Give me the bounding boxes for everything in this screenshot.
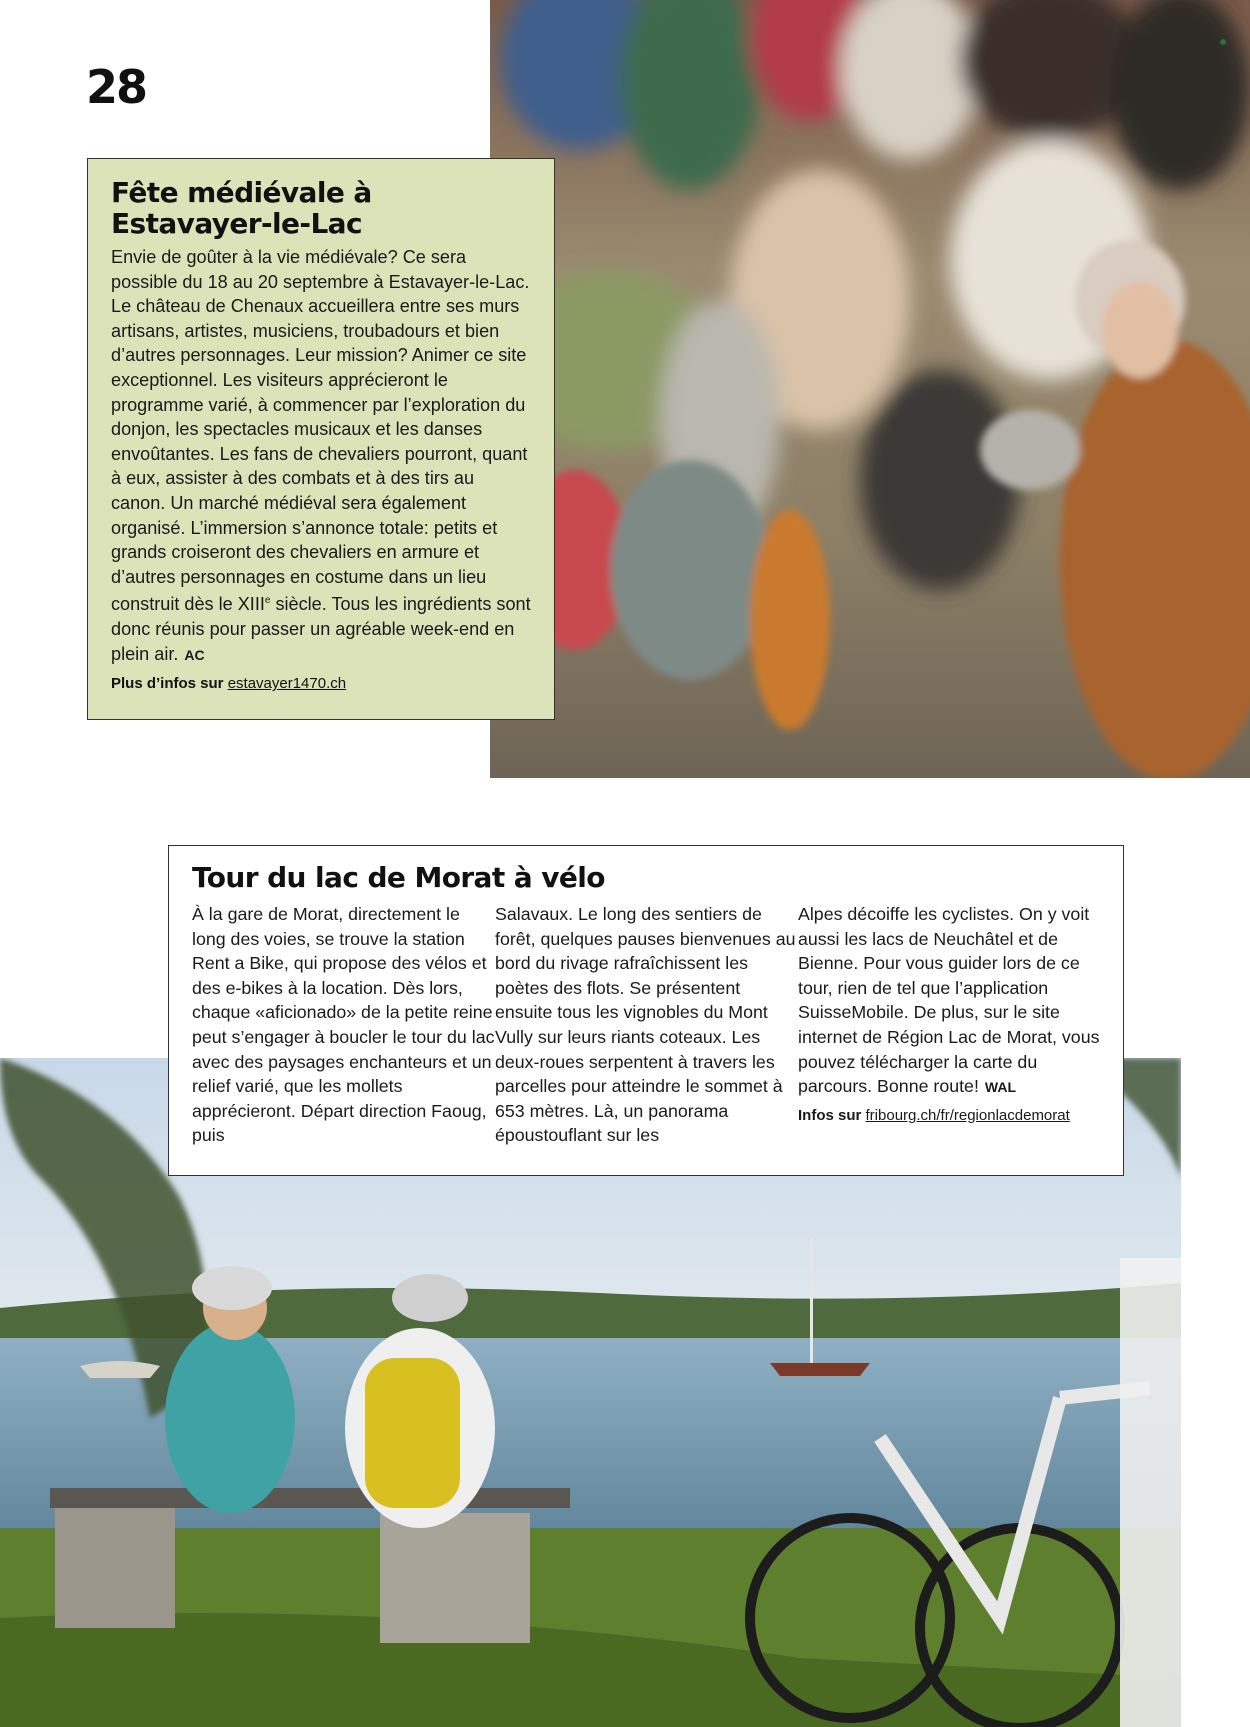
medieval-article-title: Fête médiévale à Estavayer-le-Lac bbox=[111, 176, 372, 240]
morat-article-title: Tour du lac de Morat à vélo bbox=[192, 861, 605, 894]
medieval-article-box bbox=[87, 158, 555, 720]
page-number: 28 bbox=[86, 60, 147, 114]
column-2: Salavaux. Le long des sentiers de forêt, quelques pauses bienvenues au bord du rivage rafraîchissent les poètes des flots. Se présentent ensuite tous les vignobles du Mont Vully sur leurs riants coteaux. Les deux-roues serpentent à travers les parcelles pour atteindre le sommet à 653 mètres. Là, un panorama époustouflant sur les bbox=[495, 904, 796, 1146]
morat-article-columns bbox=[192, 902, 1101, 1148]
author-signature: WAL bbox=[984, 1079, 1016, 1096]
more-info-line: Plus d’infos sur estavayer1470.ch bbox=[111, 675, 347, 693]
fribourg-link[interactable]: fribourg.ch/fr/regionlacdemorat bbox=[865, 1106, 1070, 1124]
column-3: Alpes décoiffe les cyclistes. On y voit aussi les lacs de Neuchâtel et de Bienne. Pour vous guider lors de ce tour, rien de tel que l’application SuisseMobile. De plus, sur le site internet de Région Lac de Morat, vous pouvez télécharger la carte du parcours. Bonne route! WAL Infos sur fribourg.ch/fr/regionlacdemorat bbox=[798, 902, 1101, 1148]
medieval-article-body: Envie de goûter à la vie médiévale? Ce sera possible du 18 au 20 septembre à Estavayer-le-Lac. Le château de Chenaux accueillera entre ses murs artisans, artistes, musiciens, troubadours et bien d’autres personnages. Leur mission? Animer ce site exceptionnel. Les visiteurs apprécieront le programme varié, à commencer par l’exploration du donjon, les spectacles musicaux et les danses envoûtantes. Les fans de chevaliers pourront, quant à eux, assister à des combats et à des tirs au canon. Un marché médiéval sera également organisé. L’immersion s’annonce totale: petits et grands croiseront des chevaliers en armure et d’autres personnages en costume dans un lieu construit dès le XIIIe siècle. Tous les ingrédients sont donc réunis pour passer un agréable week-end en plein air. AC bbox=[111, 247, 531, 664]
morat-article-box bbox=[168, 845, 1124, 1176]
infos-line: Infos sur fribourg.ch/fr/regionlacdemorat bbox=[798, 1106, 1070, 1124]
author-signature: AC bbox=[184, 646, 205, 663]
corner-mark-icon bbox=[1218, 34, 1228, 44]
medieval-festival-photo bbox=[490, 0, 1250, 778]
estavayer-link[interactable]: estavayer1470.ch bbox=[227, 675, 347, 693]
column-1: À la gare de Morat, directement le long des voies, se trouve la station Rent a Bike, qui propose des vélos et des e-bikes à la location. Dès lors, chaque «aficionado» de la petite reine peut s’engager à boucler le tour du lac avec des paysages enchanteurs et un relief varié, que les mollets apprécieront. Départ direction Faoug, puis bbox=[192, 904, 495, 1146]
